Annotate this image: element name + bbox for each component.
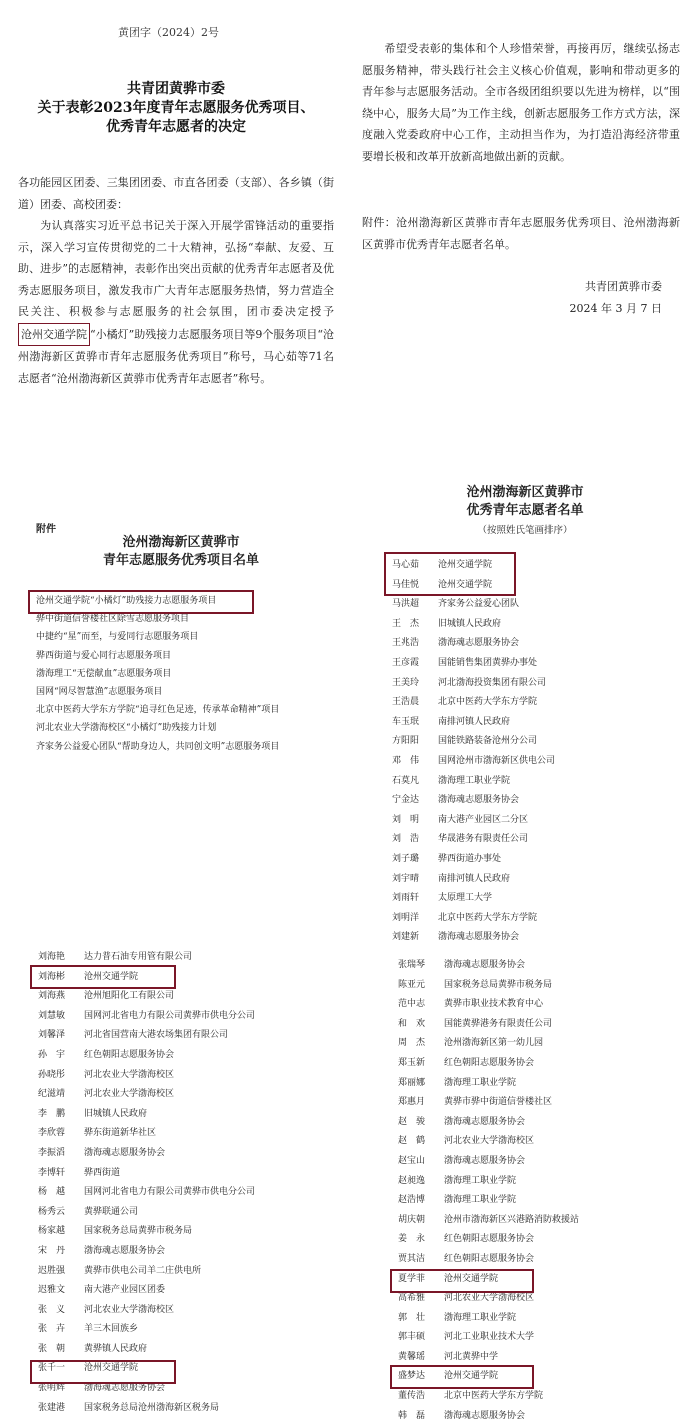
volunteer-name: 刘建新: [392, 932, 420, 943]
highlight-frame: [28, 590, 254, 614]
volunteer-organization: 河北农业大学渤海校区: [444, 1136, 535, 1147]
sort-note: （按照姓氏笔画排序）: [477, 525, 573, 536]
volunteer-name: 赵浩博: [398, 1195, 426, 1206]
volunteer-name: 张千一: [38, 1363, 66, 1374]
volunteer-row: [398, 1015, 579, 1035]
volunteer-row: [398, 1407, 579, 1426]
volunteer-organization: 北京中医药大学东方学院: [438, 697, 538, 708]
project-list: [36, 592, 279, 756]
project-item: 骅西街道与爱心同行志愿服务项目: [36, 650, 172, 661]
highlight-frame: [384, 552, 516, 596]
hope-text: 希望受表彰的集体和个人珍惜荣誉，再接再厉，继续弘扬志愿服务精神，带头践行社会主义核心价值观，影响和带动更多的青年参与志愿服务活动。全市各级团组织要以先进为榜样，以“围绕中心，服务大局”为工作主线，创新志愿服务工作方式方法，深度融入党委政府中心工作，主动担当作为，为打造沿海经济带重要增长极和改革开放新高地做出新的贡献。: [362, 42, 680, 163]
attachment-note: 附件：沧州渤海新区黄骅市青年志愿服务优秀项目、沧州渤海新区黄骅市优秀青年志愿者名单。: [362, 216, 680, 251]
volunteer-name: 刘海彬: [38, 971, 66, 982]
volunteer-list-title: 沧州渤海新区黄骅市 优秀青年志愿者名单: [466, 485, 584, 518]
volunteer-organization: 渤海魂志愿服务协会: [84, 1383, 166, 1394]
volunteer-name: 李振滔: [38, 1147, 66, 1158]
volunteer-row: [398, 956, 579, 976]
volunteer-organization: 渤海魂志愿服务协会: [84, 1147, 166, 1158]
volunteer-row: [38, 1203, 255, 1223]
volunteer-name: 刘子璐: [392, 853, 420, 864]
volunteer-row: [398, 976, 579, 996]
volunteer-row: [38, 1183, 255, 1203]
volunteer-organization: 沧州交通学院: [84, 1363, 139, 1374]
volunteer-organization: 渤海魂志愿服务协会: [444, 960, 526, 970]
highlighted-school: 沧州交通学院: [18, 323, 90, 347]
volunteer-organization: 骅西街道: [84, 1167, 121, 1178]
volunteer-name: 杨 越: [38, 1187, 66, 1198]
volunteer-name: 杨家越: [38, 1226, 66, 1237]
volunteer-name: 方阳阳: [392, 736, 420, 747]
volunteer-organization: 国家税务总局黄骅市税务局: [444, 979, 553, 990]
volunteer-name: 张瑞琴: [398, 960, 426, 970]
volunteer-row: [392, 909, 555, 929]
volunteer-row: [38, 1242, 255, 1262]
volunteer-row: [38, 1301, 255, 1321]
volunteer-row: [38, 1046, 255, 1066]
volunteer-name: 张 卉: [38, 1324, 66, 1335]
volunteer-name: 郑丽娜: [398, 1077, 426, 1088]
volunteer-name: 邓 伟: [392, 755, 420, 766]
volunteer-row: [398, 1230, 579, 1250]
volunteer-name: 盛梦达: [398, 1371, 426, 1382]
volunteer-name: 王美玲: [392, 677, 420, 688]
project-item: 河北农业大学渤海校区“小橘灯”助残接力计划: [36, 723, 217, 734]
volunteer-name: 郭丰硕: [398, 1332, 426, 1343]
volunteer-row: [38, 1066, 255, 1086]
volunteer-row: [38, 1124, 255, 1144]
body-text-b: “小橘灯”助残接力志愿服务项目等9个服务项目“沧州渤海新区黄骅市青年志愿服务优秀项目”称号，马心茹等71名志愿者“沧州渤海新区黄骅市优秀青年志愿者”称号。: [18, 327, 334, 385]
volunteer-organization: 渤海魂志愿服务协会: [444, 1410, 526, 1421]
volunteer-organization: 沧州交通学院: [444, 1371, 499, 1382]
volunteer-row: [38, 1340, 255, 1360]
volunteer-name: 孙 宇: [38, 1049, 66, 1060]
volunteer-organization: 骅西街道办事处: [438, 853, 502, 864]
volunteer-organization: 羊三木回族乡: [84, 1324, 139, 1335]
volunteer-organization: 河北工业职业技术大学: [444, 1332, 535, 1343]
volunteer-row: [392, 830, 555, 850]
volunteer-organization: 红色朝阳志愿服务协会: [444, 1253, 535, 1264]
volunteer-column-3: [398, 956, 579, 1426]
volunteer-organization: 国家税务总局黄骅市税务局: [84, 1226, 193, 1237]
volunteer-row: [392, 811, 555, 831]
volunteer-organization: 南排河镇人民政府: [438, 716, 511, 727]
volunteer-row: [38, 1164, 255, 1184]
recipients: 各功能园区团委、三集团团委、市直各团委（支部）、各乡镇（街道）团委、高校团委：: [18, 176, 334, 211]
volunteer-row: [392, 791, 555, 811]
volunteer-organization: 渤海理工职业学院: [444, 1077, 517, 1088]
volunteer-organization: 达力普石油专用管有限公司: [84, 952, 193, 962]
volunteer-organization: 北京中医药大学东方学院: [444, 1391, 544, 1402]
volunteer-name: 陈亚元: [398, 979, 426, 990]
sign-date: 2024 年 3 月 7 日: [569, 302, 662, 315]
volunteer-name: 马佳悦: [392, 579, 420, 590]
volunteer-name: 李 鹏: [38, 1108, 66, 1119]
project-item: 齐家务公益爱心团队“帮助身边人，共同创文明”志愿服务项目: [36, 741, 280, 752]
volunteer-organization: 北京中医药大学东方学院: [438, 912, 538, 923]
body-text-a: 为认真落实习近平总书记关于深入开展学雷锋活动的重要指示，深入学习宣传贯彻党的二十大精神，弘扬“奉献、友爱、互助、进步”的志愿精神，表彰作出突出贡献的优秀青年志愿者及优秀志愿服务项目，激发我市广大青年志愿服务热情，努力营造全民关注、积极参与志愿服务的社会氛围，团市委决定授予: [18, 219, 334, 318]
volunteer-name: 宁金达: [392, 795, 420, 806]
volunteer-row: [392, 889, 555, 909]
volunteer-organization: 渤海魂志愿服务协会: [444, 1116, 526, 1127]
project-item: 渤海理工“无偿献血”志愿服务项目: [36, 668, 172, 679]
volunteer-name: 胡庆朝: [398, 1214, 426, 1225]
volunteer-name: 马心茹: [392, 560, 420, 570]
project-item: 骅中街道信誉楼社区除雪志愿服务项目: [36, 614, 190, 625]
volunteer-name: 韩 磊: [398, 1410, 426, 1421]
volunteer-name: 李欣蓉: [38, 1128, 66, 1139]
volunteer-row: [392, 615, 555, 635]
volunteer-name: 贾其洁: [398, 1253, 426, 1264]
volunteer-organization: 沧州渤海新区第一幼儿园: [444, 1038, 544, 1049]
volunteer-row: [398, 1328, 579, 1348]
volunteer-row: [38, 1320, 255, 1340]
volunteer-row: [398, 1172, 579, 1192]
volunteer-organization: 渤海理工职业学院: [444, 1312, 517, 1323]
volunteer-row: [398, 1054, 579, 1074]
volunteer-name: 黄馨瑶: [398, 1351, 426, 1362]
volunteer-name: 王兆浩: [392, 638, 420, 649]
volunteer-name: 王 杰: [392, 618, 420, 629]
volunteer-row: [392, 654, 555, 674]
volunteer-row: [398, 1309, 579, 1329]
highlight-frame: [390, 1365, 534, 1389]
volunteer-name: 张明辉: [38, 1383, 66, 1394]
volunteer-organization: 红色朝阳志愿服务协会: [84, 1049, 175, 1060]
volunteer-organization: 沧州市渤海新区兴港路消防救援站: [444, 1214, 580, 1225]
volunteer-name: 范中志: [398, 999, 426, 1010]
volunteer-row: [398, 1152, 579, 1172]
volunteer-row: [38, 1144, 255, 1164]
volunteer-organization: 国网河北省电力有限公司黄骅市供电分公司: [84, 1010, 256, 1021]
volunteer-name: 迟雅文: [38, 1285, 66, 1296]
hope-paragraph: [362, 38, 680, 167]
volunteer-row: [38, 1026, 255, 1046]
volunteer-name: 姜 永: [398, 1234, 426, 1245]
volunteer-organization: 国网河北省电力有限公司黄骅市供电分公司: [84, 1187, 256, 1198]
volunteer-name: 郭 壮: [398, 1312, 426, 1323]
volunteer-organization: 沧州交通学院: [84, 971, 139, 982]
highlight-frame: [30, 965, 176, 989]
decision-title: 共青团黄骅市委 关于表彰2023年度青年志愿服务优秀项目、 优秀青年志愿者的决定: [37, 81, 315, 135]
volunteer-organization: 沧州交通学院: [438, 560, 493, 570]
volunteer-organization: 国家税务总局沧州渤海新区税务局: [84, 1402, 220, 1413]
volunteer-row: [392, 850, 555, 870]
volunteer-name: 和 欢: [398, 1018, 426, 1029]
volunteer-organization: 渤海魂志愿服务协会: [84, 1245, 166, 1256]
signature-block: [362, 276, 662, 320]
volunteer-row: [392, 713, 555, 733]
volunteer-name: 刘 明: [392, 814, 420, 825]
volunteer-organization: 渤海魂志愿服务协会: [438, 638, 520, 649]
project-item: 北京中医药大学东方学院“追寻红色足迹，传承革命精神”项目: [36, 705, 280, 716]
volunteer-name: 刘明洋: [392, 912, 420, 923]
volunteer-name: 张 朝: [38, 1343, 66, 1354]
volunteer-row: [398, 1191, 579, 1211]
volunteer-name: 周 杰: [398, 1038, 426, 1049]
volunteer-name: 迟胜强: [38, 1265, 66, 1276]
volunteer-row: [398, 1132, 579, 1152]
volunteer-name: 郑惠月: [398, 1097, 426, 1108]
volunteer-row: [392, 693, 555, 713]
document-number: 黄团字（2024）2号: [118, 26, 219, 39]
volunteer-organization: 沧州交通学院: [438, 579, 493, 590]
volunteer-name: 张 义: [38, 1304, 66, 1315]
volunteer-organization: 国能销售集团黄骅办事处: [438, 657, 538, 668]
volunteer-name: 刘雨轩: [392, 893, 420, 904]
volunteer-organization: 渤海理工职业学院: [438, 775, 511, 786]
volunteer-name: 赵 鹤: [398, 1136, 426, 1147]
project-list-title: 沧州渤海新区黄骅市 青年志愿服务优秀项目名单: [102, 535, 259, 568]
volunteer-organization: 渤海理工职业学院: [444, 1175, 517, 1186]
volunteer-organization: 渤海魂志愿服务协会: [438, 795, 520, 806]
volunteer-organization: 河北农业大学渤海校区: [84, 1304, 175, 1315]
volunteer-row: [392, 634, 555, 654]
volunteer-row: [398, 1250, 579, 1270]
volunteer-name: 孙晓彤: [38, 1069, 66, 1080]
volunteer-row: [398, 1074, 579, 1094]
volunteer-row: [38, 1105, 255, 1125]
volunteer-row: [38, 1399, 255, 1419]
volunteer-organization: 齐家务公益爱心团队: [438, 599, 520, 610]
highlight-frame: [390, 1269, 534, 1293]
volunteer-row: [392, 732, 555, 752]
volunteer-organization: 红色朝阳志愿服务协会: [444, 1234, 535, 1245]
volunteer-organization: 沧州交通学院: [444, 1273, 499, 1284]
volunteer-row: [398, 1093, 579, 1113]
volunteer-column-1: [392, 556, 555, 948]
volunteer-name: 马洪超: [392, 599, 420, 610]
volunteer-name: 刘宇晴: [392, 873, 420, 884]
volunteer-organization: 河北农业大学渤海校区: [84, 1069, 175, 1080]
volunteer-organization: 南排河镇人民政府: [438, 873, 511, 884]
volunteer-organization: 渤海魂志愿服务协会: [444, 1155, 526, 1166]
volunteer-name: 高希雅: [398, 1293, 426, 1304]
project-item: 国网“网尽智慧渔”志愿服务项目: [36, 687, 163, 698]
annex-label: 附件: [36, 524, 56, 535]
volunteer-organization: 渤海理工职业学院: [444, 1195, 517, 1206]
volunteer-name: 张建港: [38, 1402, 66, 1413]
volunteer-organization: 河北黄骅中学: [444, 1351, 499, 1362]
volunteer-row: [392, 752, 555, 772]
volunteer-row: [38, 1262, 255, 1282]
decision-body: [18, 215, 334, 389]
volunteer-organization: 南大港产业园区二分区: [438, 814, 529, 825]
volunteer-name: 刘 浩: [392, 834, 420, 845]
volunteer-row: [392, 928, 555, 948]
volunteer-row: [392, 772, 555, 792]
volunteer-name: 石莫凡: [392, 775, 420, 786]
volunteer-row: [38, 1281, 255, 1301]
volunteer-organization: 骅东街道新华社区: [84, 1128, 157, 1139]
volunteer-name: 王彦霞: [392, 657, 420, 668]
project-item: 中捷约“星”而至，与爱同行志愿服务项目: [36, 632, 199, 643]
volunteer-name: 杨秀云: [38, 1206, 66, 1217]
volunteer-name: 夏学菲: [398, 1273, 426, 1284]
volunteer-organization: 太原理工大学: [438, 893, 493, 904]
volunteer-organization: 河北农业大学渤海校区: [84, 1089, 175, 1100]
volunteer-row: [38, 1222, 255, 1242]
volunteer-name: 宋 丹: [38, 1245, 66, 1256]
volunteer-row: [398, 1387, 579, 1407]
volunteer-organization: 南大港产业园区团委: [84, 1285, 166, 1296]
volunteer-organization: 国能铁路装备沧州分公司: [438, 736, 538, 747]
volunteer-row: [398, 1034, 579, 1054]
volunteer-name: 纪滋靖: [38, 1089, 66, 1100]
volunteer-organization: 黄骅市骅中街道信誉楼社区: [444, 1097, 553, 1108]
volunteer-name: 赵 骏: [398, 1116, 426, 1127]
volunteer-organization: 黄骅市供电公司羊二庄供电所: [84, 1265, 202, 1276]
volunteer-name: 董传浩: [398, 1391, 426, 1402]
volunteer-organization: 黄骅市职业技术教育中心: [444, 999, 544, 1010]
volunteer-organization: 黄骅联通公司: [84, 1206, 139, 1217]
volunteer-row: [392, 674, 555, 694]
volunteer-column-2: [38, 948, 255, 1418]
volunteer-organization: 红色朝阳志愿服务协会: [444, 1057, 535, 1068]
volunteer-row: [38, 987, 255, 1007]
volunteer-organization: 旧城镇人民政府: [84, 1108, 148, 1119]
volunteer-name: 郑玉新: [398, 1057, 426, 1068]
volunteer-name: 王浩晨: [392, 697, 420, 708]
volunteer-organization: 河北渤海投资集团有限公司: [438, 677, 547, 688]
volunteer-row: [398, 1211, 579, 1231]
volunteer-organization: 沧州旭阳化工有限公司: [84, 991, 175, 1002]
signer: 共青团黄骅市委: [585, 280, 662, 293]
highlight-frame: [30, 1360, 176, 1384]
volunteer-row: [38, 1007, 255, 1027]
volunteer-row: [398, 995, 579, 1015]
volunteer-organization: 国网沧州市渤海新区供电公司: [438, 755, 556, 766]
volunteer-row: [398, 1113, 579, 1133]
project-item: 沧州交通学院“小橘灯”助残接力志愿服务项目: [36, 596, 217, 606]
volunteer-row: [392, 870, 555, 890]
volunteer-name: 刘海艳: [38, 952, 66, 962]
volunteer-organization: 渤海魂志愿服务协会: [438, 932, 520, 943]
volunteer-row: [38, 1085, 255, 1105]
volunteer-name: 赵宝山: [398, 1155, 426, 1166]
volunteer-name: 刘慧敏: [38, 1010, 66, 1021]
volunteer-name: 车玉珉: [392, 716, 420, 727]
volunteer-name: 赵昶逸: [398, 1175, 426, 1186]
volunteer-name: 刘海燕: [38, 991, 66, 1002]
volunteer-organization: 国能黄骅港务有限责任公司: [444, 1018, 553, 1029]
volunteer-name: 李博轩: [38, 1167, 66, 1178]
volunteer-organization: 黄骅镇人民政府: [84, 1343, 148, 1354]
volunteer-organization: 华晟港务有限责任公司: [438, 834, 529, 845]
volunteer-organization: 河北农业大学渤海校区: [444, 1293, 535, 1304]
volunteer-row: [392, 595, 555, 615]
volunteer-organization: 旧城镇人民政府: [438, 618, 502, 629]
volunteer-name: 刘馨泽: [38, 1030, 66, 1041]
volunteer-organization: 河北省国营南大港农场集团有限公司: [84, 1030, 229, 1041]
